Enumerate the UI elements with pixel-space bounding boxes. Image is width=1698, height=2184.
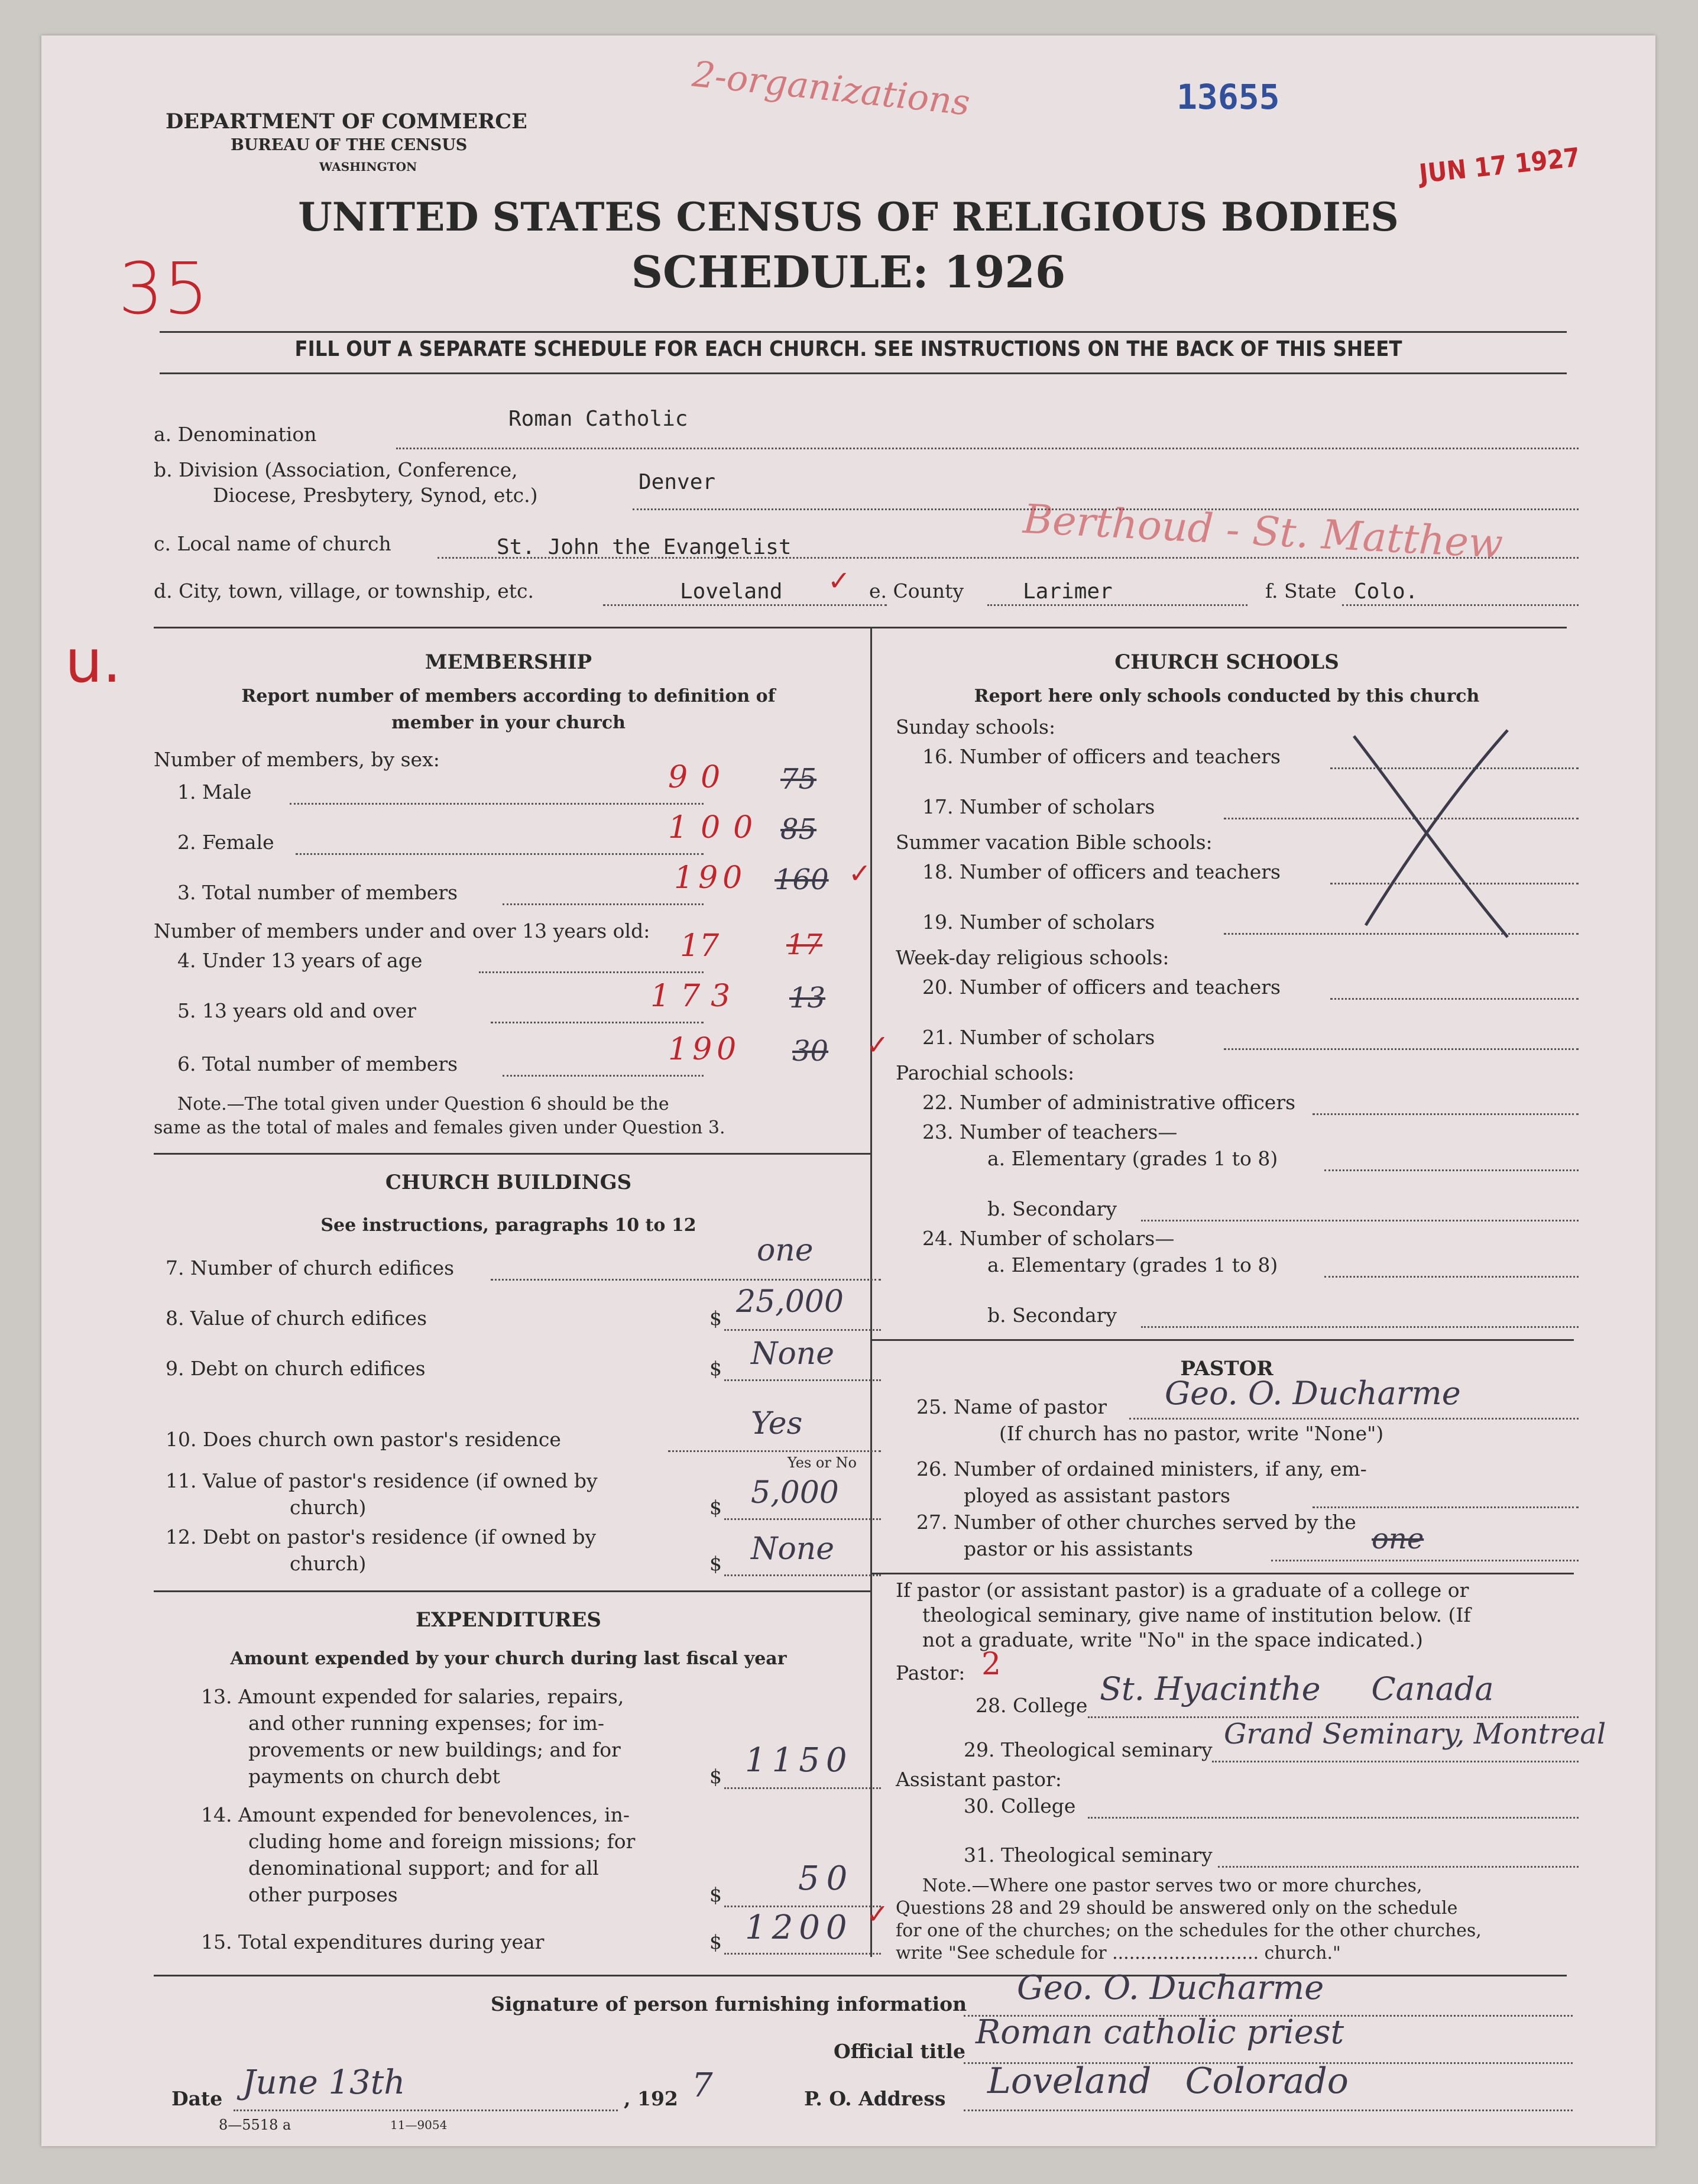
fill-line bbox=[724, 1906, 881, 1907]
q27-label-1: 27. Number of other churches served by the bbox=[916, 1511, 1356, 1534]
divider bbox=[160, 372, 1567, 374]
q25-hint: (If church has no pastor, write "None") bbox=[999, 1422, 1384, 1445]
q12-label-2: church) bbox=[290, 1552, 367, 1575]
q31-label: 31. Theological seminary bbox=[964, 1843, 1213, 1867]
received-stamp: JUN 17 1927 bbox=[1418, 142, 1582, 190]
q2-value: 100 bbox=[668, 810, 766, 845]
q11-label-1: 11. Value of pastor's residence (if owned by bbox=[166, 1469, 598, 1492]
city-value: Loveland bbox=[680, 579, 783, 604]
fill-line bbox=[1271, 1560, 1579, 1561]
membership-note-1: Note.—The total given under Question 6 should be the bbox=[177, 1094, 669, 1114]
dollar-sign: $ bbox=[709, 1496, 722, 1519]
official-title-value: Roman catholic priest bbox=[976, 2013, 1344, 2052]
year-suffix: 7 bbox=[692, 2066, 713, 2105]
q20-label: 20. Number of officers and teachers bbox=[922, 976, 1281, 999]
fill-line bbox=[503, 903, 704, 905]
pastor-note-3: for one of the churches; on the schedules for the other churches, bbox=[896, 1920, 1482, 1941]
q5-label: 5. 13 years old and over bbox=[177, 999, 416, 1022]
check-mark: ✓ bbox=[848, 857, 871, 889]
summer-label: Summer vacation Bible schools: bbox=[896, 831, 1213, 854]
pastor-mark: 2 bbox=[981, 1647, 1002, 1682]
q6-value: 190 bbox=[668, 1032, 741, 1067]
q24-label: 24. Number of scholars— bbox=[922, 1227, 1175, 1250]
fill-line bbox=[479, 971, 704, 973]
date-label: Date bbox=[171, 2087, 223, 2110]
date-value: June 13th bbox=[242, 2063, 406, 2102]
year-prefix: , 192 bbox=[624, 2087, 678, 2110]
signature-value: Geo. O. Ducharme bbox=[1017, 1969, 1324, 2007]
check-mark: ✓ bbox=[828, 565, 851, 597]
q4-value: 17 bbox=[680, 928, 720, 964]
check-mark: ✓ bbox=[866, 1029, 889, 1061]
q1-value: 90 bbox=[668, 760, 734, 795]
dollar-sign: $ bbox=[709, 1552, 722, 1575]
q28-value: St. Hyacinthe Canada bbox=[1100, 1670, 1494, 1707]
membership-title: MEMBERSHIP bbox=[424, 650, 592, 674]
fill-line bbox=[1324, 1276, 1579, 1278]
q15-value: 1200 bbox=[745, 1908, 853, 1947]
divider bbox=[154, 1590, 870, 1592]
schedule-title: SCHEDULE: 1926 bbox=[631, 247, 1066, 298]
buildings-sub: See instructions, paragraphs 10 to 12 bbox=[320, 1215, 696, 1236]
form-number: 8—5518 a bbox=[219, 2117, 291, 2133]
membership-sub-2: member in your church bbox=[391, 712, 626, 733]
fill-line bbox=[290, 803, 704, 805]
fill-line bbox=[296, 853, 704, 855]
q16-label: 16. Number of officers and teachers bbox=[922, 745, 1281, 768]
q3-old-value: 160 bbox=[775, 863, 829, 896]
q18-label: 18. Number of officers and teachers bbox=[922, 860, 1281, 883]
dollar-sign: $ bbox=[709, 1883, 722, 1906]
q12-label-1: 12. Debt on pastor's residence (if owned by bbox=[166, 1525, 597, 1548]
instruction-line: FILL OUT A SEPARATE SCHEDULE FOR EACH CHURCH. SEE INSTRUCTIONS ON THE BACK OF THIS SHEET bbox=[294, 337, 1402, 361]
q10-value: Yes bbox=[751, 1406, 803, 1441]
fill-line bbox=[234, 2110, 618, 2111]
denomination-value: Roman Catholic bbox=[508, 407, 688, 431]
fill-line bbox=[724, 1379, 881, 1381]
red-note: 2-organizations bbox=[690, 53, 972, 124]
serial-number: 13655 bbox=[1177, 77, 1280, 117]
q10-label: 10. Does church own pastor's residence bbox=[166, 1428, 561, 1451]
q14-label-4: other purposes bbox=[248, 1883, 398, 1906]
fill-line bbox=[1330, 998, 1579, 1000]
fill-line bbox=[1313, 1113, 1579, 1115]
fill-line bbox=[1212, 1761, 1579, 1762]
fill-line bbox=[1141, 1326, 1579, 1328]
q1-label: 1. Male bbox=[177, 780, 252, 803]
state-label: f. State bbox=[1265, 579, 1337, 602]
fill-line bbox=[1342, 604, 1579, 606]
weekday-label: Week-day religious schools: bbox=[896, 946, 1169, 969]
fill-line bbox=[724, 1574, 881, 1576]
pastor-sub-label: Pastor: bbox=[896, 1661, 965, 1684]
dollar-sign: $ bbox=[709, 1765, 722, 1788]
q30-label: 30. College bbox=[964, 1794, 1076, 1817]
q14-label-1: 14. Amount expended for benevolences, in- bbox=[201, 1803, 630, 1826]
q1-old-value: 75 bbox=[780, 763, 817, 796]
department-name: DEPARTMENT OF COMMERCE bbox=[166, 109, 527, 134]
q5-value: 173 bbox=[650, 978, 741, 1014]
q11-label-2: church) bbox=[290, 1496, 367, 1519]
q23b-label: b. Secondary bbox=[987, 1197, 1117, 1220]
q27-label-2: pastor or his assistants bbox=[964, 1537, 1193, 1560]
divider bbox=[870, 1573, 1574, 1574]
dollar-sign: $ bbox=[709, 1357, 722, 1380]
q13-label-4: payments on church debt bbox=[248, 1765, 500, 1788]
q11-value: 5,000 bbox=[751, 1475, 839, 1511]
parochial-label: Parochial schools: bbox=[896, 1061, 1075, 1084]
q5-old-value: 13 bbox=[789, 981, 826, 1015]
fill-line bbox=[724, 1329, 881, 1331]
pastor-title: PASTOR bbox=[1180, 1357, 1274, 1381]
q7-label: 7. Number of church edifices bbox=[166, 1256, 455, 1279]
graduate-text-2: theological seminary, give name of institution below. (If bbox=[922, 1603, 1471, 1626]
divider bbox=[154, 1153, 870, 1155]
denomination-label: a. Denomination bbox=[154, 423, 317, 446]
print-number: 11—9054 bbox=[390, 2118, 448, 2132]
address-value: Loveland Colorado bbox=[987, 2060, 1349, 2102]
q26-label-1: 26. Number of ordained ministers, if any, em- bbox=[916, 1457, 1367, 1480]
q14-label-2: cluding home and foreign missions; for bbox=[248, 1830, 636, 1853]
schools-sub: Report here only schools conducted by this church bbox=[974, 686, 1480, 707]
q29-value: Grand Seminary, Montreal bbox=[1224, 1718, 1606, 1751]
division-label-2: Diocese, Presbytery, Synod, etc.) bbox=[213, 484, 538, 507]
divider bbox=[154, 1975, 1567, 1976]
q3-label: 3. Total number of members bbox=[177, 881, 458, 904]
q12-value: None bbox=[751, 1531, 835, 1567]
city-label: d. City, town, village, or township, etc. bbox=[154, 579, 534, 602]
fill-line bbox=[1141, 1220, 1579, 1221]
q2-label: 2. Female bbox=[177, 831, 274, 854]
membership-sub-1: Report number of members according to definition of bbox=[241, 686, 776, 707]
fill-line bbox=[724, 1787, 881, 1789]
address-label: P. O. Address bbox=[804, 2087, 946, 2110]
cross-out-mark bbox=[1330, 712, 1519, 949]
membership-note-2: same as the total of males and females given under Question 3. bbox=[154, 1117, 725, 1138]
church-name-label: c. Local name of church bbox=[154, 532, 391, 555]
graduate-text-3: not a graduate, write "No" in the space indicated.) bbox=[922, 1628, 1423, 1651]
red-number: 35 bbox=[118, 248, 209, 330]
fill-line bbox=[1129, 1418, 1579, 1420]
q8-value: 25,000 bbox=[736, 1284, 844, 1320]
fill-line bbox=[491, 1279, 881, 1281]
by-age-label: Number of members under and over 13 years old: bbox=[154, 919, 650, 942]
fill-line bbox=[964, 2110, 1573, 2111]
q23-label: 23. Number of teachers— bbox=[922, 1120, 1178, 1143]
q4-label: 4. Under 13 years of age bbox=[177, 949, 423, 972]
q9-value: None bbox=[751, 1336, 835, 1372]
county-value: Larimer bbox=[1023, 579, 1113, 604]
q24b-label: b. Secondary bbox=[987, 1304, 1117, 1327]
fill-line bbox=[1088, 1817, 1579, 1819]
q10-hint: Yes or No bbox=[788, 1454, 857, 1471]
q3-value: 190 bbox=[674, 860, 747, 896]
assistant-label: Assistant pastor: bbox=[896, 1768, 1062, 1791]
fill-line bbox=[1313, 1506, 1579, 1508]
q29-label: 29. Theological seminary bbox=[964, 1738, 1213, 1761]
schools-title: CHURCH SCHOOLS bbox=[1114, 650, 1339, 674]
division-value: Denver bbox=[639, 470, 716, 494]
q6-old-value: 30 bbox=[792, 1035, 829, 1068]
fill-line bbox=[503, 1075, 704, 1077]
red-letter: u. bbox=[65, 627, 122, 696]
divider bbox=[160, 331, 1567, 333]
fill-line bbox=[724, 1518, 881, 1520]
fill-line bbox=[668, 1450, 881, 1452]
q22-label: 22. Number of administrative officers bbox=[922, 1091, 1296, 1114]
q24a-label: a. Elementary (grades 1 to 8) bbox=[987, 1253, 1278, 1276]
q27-value: one bbox=[1372, 1522, 1424, 1556]
pastor-note-4: write "See schedule for .......................... church." bbox=[896, 1943, 1341, 1963]
pastor-note-2: Questions 28 and 29 should be answered only on the schedule bbox=[896, 1898, 1458, 1919]
q25-label: 25. Name of pastor bbox=[916, 1395, 1107, 1418]
q19-label: 19. Number of scholars bbox=[922, 910, 1155, 934]
q14-label-3: denominational support; and for all bbox=[248, 1856, 599, 1880]
by-sex-label: Number of members, by sex: bbox=[154, 748, 440, 771]
q26-label-2: ployed as assistant pastors bbox=[964, 1484, 1230, 1507]
q9-label: 9. Debt on church edifices bbox=[166, 1357, 426, 1380]
divider bbox=[870, 1339, 1574, 1341]
q8-label: 8. Value of church edifices bbox=[166, 1307, 427, 1330]
q2-old-value: 85 bbox=[780, 813, 817, 846]
fill-line bbox=[987, 604, 1247, 606]
form-title: UNITED STATES CENSUS OF RELIGIOUS BODIES bbox=[298, 194, 1399, 240]
check-mark: ✓ bbox=[866, 1898, 889, 1930]
q4-old-value: 17 bbox=[786, 928, 823, 961]
sunday-label: Sunday schools: bbox=[896, 715, 1056, 738]
q28-label: 28. College bbox=[976, 1694, 1088, 1717]
q6-label: 6. Total number of members bbox=[177, 1052, 458, 1075]
graduate-text-1: If pastor (or assistant pastor) is a graduate of a college or bbox=[896, 1579, 1469, 1602]
pastor-note-1: Note.—Where one pastor serves two or more churches, bbox=[922, 1875, 1422, 1896]
fill-line bbox=[724, 1953, 881, 1955]
q13-label-2: and other running expenses; for im- bbox=[248, 1712, 605, 1735]
dollar-sign: $ bbox=[709, 1930, 722, 1953]
buildings-title: CHURCH BUILDINGS bbox=[385, 1171, 632, 1194]
fill-line bbox=[603, 604, 887, 606]
q15-label: 15. Total expenditures during year bbox=[201, 1930, 545, 1953]
bureau-city: WASHINGTON bbox=[319, 160, 417, 174]
division-label-1: b. Division (Association, Conference, bbox=[154, 458, 518, 481]
bureau-name: BUREAU OF THE CENSUS bbox=[231, 136, 468, 154]
state-value: Colo. bbox=[1354, 579, 1418, 604]
county-label: e. County bbox=[869, 579, 964, 602]
church-name-value: St. John the Evangelist bbox=[497, 535, 792, 559]
divider bbox=[154, 627, 1567, 628]
q13-value: 1150 bbox=[745, 1741, 853, 1780]
q23a-label: a. Elementary (grades 1 to 8) bbox=[987, 1147, 1278, 1170]
q17-label: 17. Number of scholars bbox=[922, 795, 1155, 818]
fill-line bbox=[1224, 1048, 1579, 1050]
fill-line bbox=[396, 448, 1579, 449]
red-scribble: Berthoud - St. Matthew bbox=[1022, 495, 1505, 568]
column-divider bbox=[870, 627, 872, 1957]
census-form bbox=[41, 35, 1655, 2146]
q14-value: 50 bbox=[798, 1859, 855, 1898]
signature-label: Signature of person furnishing information bbox=[491, 1992, 967, 2015]
fill-line bbox=[1218, 1866, 1579, 1868]
q13-label-1: 13. Amount expended for salaries, repairs, bbox=[201, 1685, 624, 1708]
official-title-label: Official title bbox=[834, 2040, 965, 2063]
expenditures-sub: Amount expended by your church during last fiscal year bbox=[230, 1648, 787, 1669]
expenditures-title: EXPENDITURES bbox=[416, 1608, 601, 1632]
fill-line bbox=[491, 1022, 704, 1023]
pastor-name-value: Geo. O. Ducharme bbox=[1165, 1375, 1461, 1412]
q7-value: one bbox=[757, 1233, 814, 1268]
q13-label-3: provements or new buildings; and for bbox=[248, 1738, 621, 1761]
dollar-sign: $ bbox=[709, 1307, 722, 1330]
fill-line bbox=[1324, 1169, 1579, 1171]
q21-label: 21. Number of scholars bbox=[922, 1026, 1155, 1049]
